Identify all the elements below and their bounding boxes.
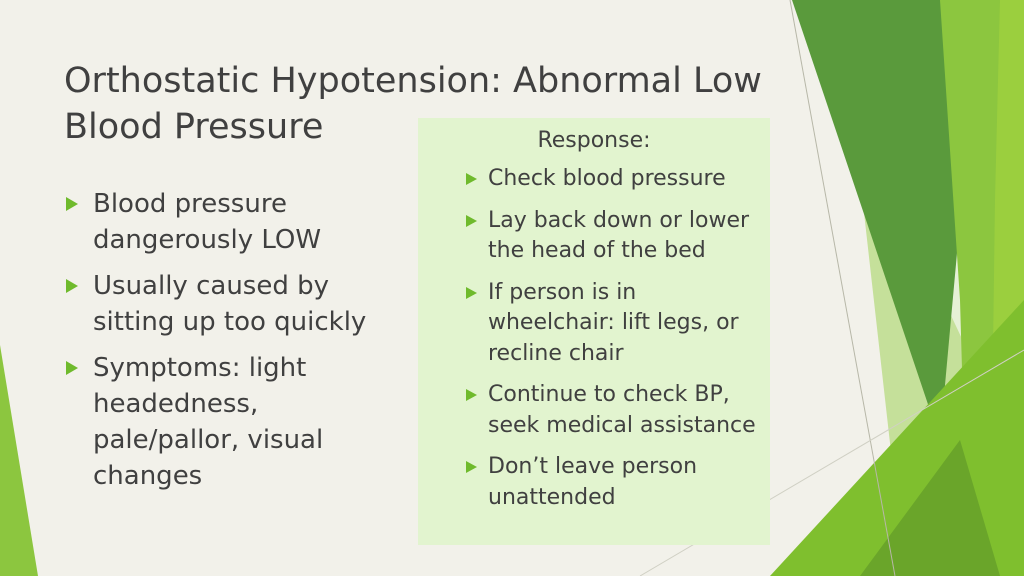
triangle-right-icon — [466, 287, 477, 299]
response-box — [418, 118, 770, 545]
response-bullet-list — [466, 164, 766, 524]
list-item-text: Lay back down or lower the head of the bed — [488, 207, 750, 263]
list-item — [466, 164, 766, 195]
response-heading: Response: — [537, 128, 651, 153]
list-item-text: Symptoms: light headedness, pale/pallor, visual changes — [93, 353, 324, 491]
left-bullet-list — [64, 186, 404, 504]
list-item — [466, 278, 766, 370]
list-item-text: If person is in wheelchair: lift legs, or recline chair — [488, 279, 739, 366]
list-item-text: Check blood pressure — [488, 166, 726, 191]
list-item — [466, 380, 766, 441]
triangle-right-icon — [66, 197, 78, 211]
triangle-right-icon — [66, 279, 78, 293]
list-item-text: Blood pressure dangerously LOW — [93, 189, 322, 255]
list-item-text: Usually caused by sitting up too quickly — [93, 271, 367, 337]
list-item — [64, 186, 404, 258]
list-item-text: Don’t leave person unattended — [488, 454, 698, 510]
triangle-right-icon — [466, 461, 477, 473]
slide-title: Orthostatic Hypotension: Abnormal Low Blood Pressure — [64, 61, 762, 147]
list-item — [466, 452, 766, 513]
triangle-right-icon — [466, 173, 477, 185]
list-item — [64, 268, 404, 340]
list-item — [466, 206, 766, 267]
list-item — [64, 350, 404, 494]
triangle-right-icon — [466, 389, 477, 401]
triangle-right-icon — [466, 215, 477, 227]
triangle-right-icon — [66, 361, 78, 375]
left-edge-green-shape — [0, 345, 38, 576]
list-item-text: Continue to check BP, seek medical assistance — [488, 382, 756, 438]
